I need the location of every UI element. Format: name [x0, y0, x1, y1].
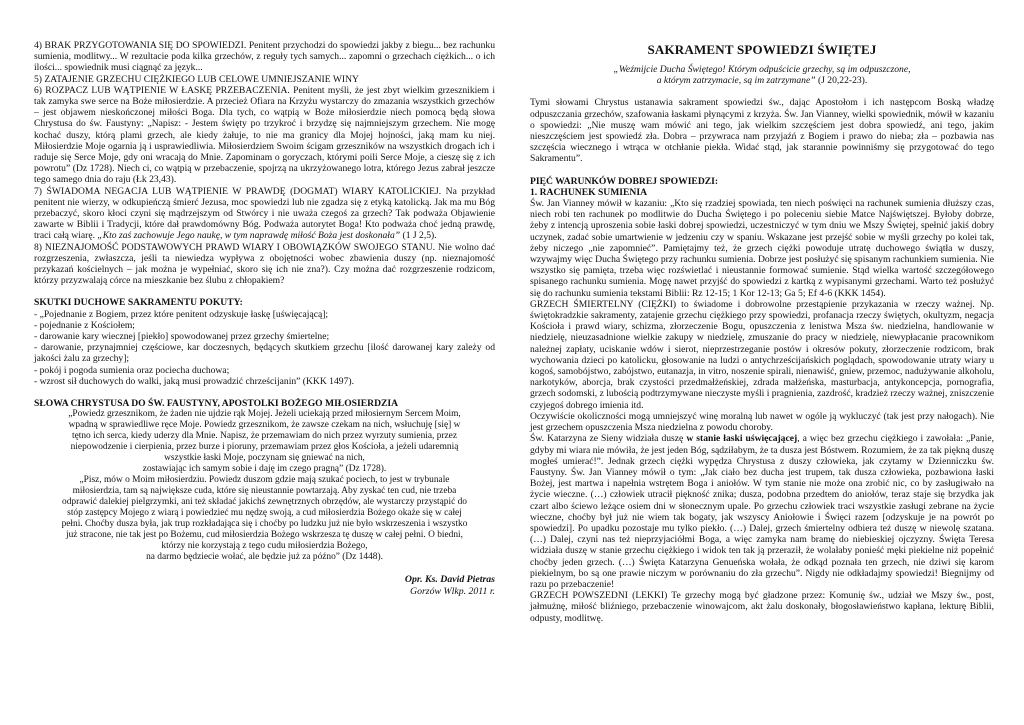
conditions-heading: PIĘĆ WARUNKÓW DOBREJ SPOWIEDZI:	[530, 175, 719, 187]
examination-heading: 1. RACHUNEK SUMIENIA	[530, 186, 647, 198]
paragraph-ignorance: 8) NIEZNAJOMOŚĆ PODSTAWOWYCH PRAWD WIARY I OBOWIĄZKÓW SWOJEGO STANU. Nie wolno dać rozgrzeszenia, zwłaszcza, jeśli ta niewiedza wypływa z obojętności wobec zbawienia duszy (np. nieznajomość przykazań kościelnych – jak można je wypełniać, skoro się ich nie zna?). Czy można dać rozgrzeszenie rodzicom, którzy przyzwalają córce na mieszkanie bez ślubu z chłopakiem?	[34, 241, 495, 287]
quote-line: wszystkie łaski Moje, poczynam się gniewać na nich,	[164, 453, 365, 464]
quote-line: którzy nie korzystają z tego cudu miłosierdzia Bożego,	[161, 541, 368, 552]
document-title: SAKRAMENT SPOWIEDZI ŚWIĘTEJ	[647, 42, 877, 57]
words-heading: SŁOWA CHRYSTUSA DO ŚW. FAUSTYNY, APOSTOLKI BOŻEGO MIŁOSIERDZIA	[34, 398, 399, 410]
quote-line: „Powiedz grzesznikom, że żaden nie ujdzie rąk Mojej. Jeżeli uciekają przed miłosiernym Sercem Moim,	[68, 409, 461, 420]
paragraph-negation	[34, 186, 495, 242]
faustyna-quote-2	[34, 475, 495, 563]
motto-ref: (J 20,22-23).	[815, 75, 868, 87]
circumstances-paragraph: Oczywiście okoliczności mogą umniejszyć winę moralną lub nawet w ogóle ją wykluczyć (tak jest przy nałogach). Nie jest grzechem opuszczenia Msza niedzielna z powodu choroby.	[530, 410, 994, 434]
left-column	[34, 40, 495, 597]
catherine-text-c: , a więc bez grzechu ciężkiego i zawołała: „Panie, gdyby mi wiara nie mówiła, że jest jeden Bóg, sądziłabym, że ta dusza jest Bóstwem. Rozumiem, że za tak piękną duszę mogłeś umierać!”. Jednak grzech ciężki wypędza Chrystusa z duszy człowieka, jak czytamy w Dzienniczku św. Faustyny. Św. Jan Vianney mówił o tym: „Jak ciało bez ducha jest trupem, tak dusza człowieka, pozbawiona łaski Bożej, jest martwa i napełnia wstrętem Boga i aniołów. W tym stanie nie może ona zrobić nic, co by zasługiwało na życie wieczne. (…) człowiek utracił piękność znika; dusza, podobna przedtem do aniołów, teraz staje się brzydka jak czart albo ściewo leżące osiem dni w słonecznym upale. Po grzechu człowiek traci wszystkie zasługi zebrane na życie wieczne, choćby był już nie wiem tak bogaty, jak wszyscy Aniołowie i Święci razem [odzyskuje je na powrót po spowiedzi]. Po upadku pozostaje mu tylko piekło. (…) Dalej, grzech śmiertelny odbiera też duszę w niewolę szatana. (…) Dalej, czyni nas też nieprzyjaciółmi Boga, a więc zamyka nam bramę do niebieskiej ojczyzny. Święta Teresa widziała duszę w stanie grzechu ciężkiego i widok ten tak ją przeraził, że wolałaby ponieść męki piekielne niż popełnić choćby jeden grzech. (…) Święta Katarzyna Genueńska wołała, że odkąd poznała ten grzech, nie dziwi się karom piekielnym, bo są one prawie niczym w porównaniu do zła grzechu”. Nigdy nie odkładajmy spowiedzi! Biegnijmy od razu po przebaczenie!	[530, 433, 994, 590]
quote-line: „Pisz, mów o Moim miłosierdziu. Powiedz duszom gdzie mają szukać pociech, to jest w trybunale	[79, 475, 450, 486]
effect-item: - pokój i pogoda sumienia oraz pociecha duchowa;	[34, 364, 230, 376]
faustyna-quote-1	[34, 409, 495, 475]
motto-quote: a którym zatrzymacie, są im zatrzymane”	[656, 75, 816, 87]
right-column	[530, 42, 994, 624]
effect-item: - darowanie, przynajmniej częściowe, kar doczesnych, będących skutkiem grzechu [ilość darowanej kary zależy od jakości żalu za grzechy];	[34, 342, 495, 365]
negation-text: 7) ŚWIADOMA NEGACJA LUB WĄTPIENIE W PRAWDĘ (DOGMAT) WIARY KATOLICKIEJ. Na przykład penitent nie wierzy, w odkupieńczą śmierć Jezusa, moc spowiedzi lub nie zgadza się z etyką katolicką. Jak ma mu Bóg przebaczyć, skoro kłoci czyni się mądrzejszym od Stwórcy i nie uważa czegoś za grzech? Tak podważa Objawienie zawarte w Biblii i Tradycji, które dał prawdomówny Bóg. Podważa autorytet Boga! Kto podważa choć jedną prawdę, traci całą wiarę.	[34, 185, 495, 242]
mortal-sin-paragraph: GRZECH ŚMIERTELNY (CIĘŻKI) to świadome i dobrowolne przestąpienie przykazania w rzeczy ważnej. Np. świętokradzkie sakramenty, zatajenie grzechu ciężkiego przy spowiedzi, profanacja rzeczy świętych, okultyzm, negacja Kościoła i prawd wiary, schizma, złorzeczenie Bogu, opuszczenia z lenistwa Msza św. niedzielna, handlowanie w niedzielę, nieuzasadnione wielkie zakupy w niedzielę, zmuszanie do pracy w niedzielę, niewypłacanie pracownikom należnej zapłaty, uciskanie wdów i sierot, nieprzestrzeganie postów i okresów pokuty, złorzeczenie rodzicom, brak wychowania dzieci po katolicku, głosowanie na ludzi o antychrześcijańskich poglądach, spowodowanie utraty wiary u kogoś, samobójstwo, zabójstwo, eutanazja, in vitro, noszenie spirali, nienawiść, gniew, przemoc, nadużywanie alkoholu, narkotyków, aborcja, brak czystości przedmałżeńskiej, zdrada małżeńska, masturbacja, antykoncepcja, pornografia, grzech sodomski, z lubością podtrzymywane nieczyste myśli i pragnienia, zazdrość, kradzież rzeczy ważnej, zniszczenie czyjegoś dobrego imienia itd.	[530, 298, 994, 411]
quote-line: już stracone, nie tak jest po Bożemu, cud miłosierdzia Bożego wskrzesza tę duszę w całej pełni. O biedni,	[65, 530, 463, 541]
catherine-emphasis: w stanie łaski uświęcającej	[686, 433, 798, 445]
negation-ref: (1 J 2,5).	[400, 230, 437, 242]
examination-paragraph: Św. Jan Vianney mówił w kazaniu: „Kto się rzadziej spowiada, ten niech poświęci na rachunek sumienia dłuższy czas, niech robi ten rachunek po modlitwie do Ducha Świętego i po poleceniu siebie Matce Najświętszej. Byłoby dobrze, żeby z intencją uproszenia sobie łaski dobrej spowiedzi, uczestniczyć w tym dniu we Mszy Świętej, spełnić jakiś dobry uczynek, zadać sobie umartwienie w jedzeniu czy w spaniu. Wskazane jest przejść sobie w myśli grzechy po kolei tak, żeby niczego „nie zapomnieć”. Pamiętajmy też, że grzech ciężki powoduje utratę duchowego świątła w duszy, wzywajmy więc Ducha Świętego przy rachunku sumienia. Dobrze jest posłużyć się spisanym rachunkiem sumienia. Nie wszystko się pamięta, trzeba więc rozświetlać i nieustannie formować sumienie. Stąd wielka wartość szczegółowego spisanego rachunku sumienia. Mogę nawet przyjść do spowiedzi z kartką z wypisanymi grzechami. Warto też posłużyć się do rachunku sumienia tekstami Biblii: Rz 12-15; 1 Kor 12-13; Ga 5; Ef 4-6 (KKK 1454).	[530, 198, 994, 299]
quote-line: stóp zastępcy Mojego z wiarą i powiedzieć mu nędzę swoją, a cud miłosierdzia Bożego okaże się w całej	[67, 508, 462, 519]
catherine-paragraph	[530, 433, 994, 590]
effect-item: - „Pojednanie z Bogiem, przez które penitent odzyskuje łaskę [uświęcającą];	[34, 308, 329, 320]
quote-line: wpadną w sprawiedliwe ręce Moje. Powiedz grzesznikom, że zawsze czekam na nich, wsłuchuję [się] w	[68, 420, 461, 431]
quote-line: pełni. Choćby dusza była, jak trup rozkładająca się i choćby po ludzku już nie było wskrzeszenia i wszystko	[61, 519, 468, 530]
effects-heading: SKUTKI DUCHOWE SAKRAMENTU POKUTY:	[34, 297, 243, 309]
quote-line: odprawić dalekiej pielgrzymki, ani też składać jakichś zewnętrznych obrzędów, ale wystarczy przystąpić do	[62, 497, 467, 508]
effect-item: - wzrost sił duchowych do walki, jaką musi prowadzić chrześcijanin” (KKK 1497).	[34, 375, 354, 387]
motto-line-1: „Weźmijcie Ducha Świętego! Którym odpuścicie grzechy, są im odpuszczone,	[613, 64, 911, 75]
quote-line: na darmo będziecie wołać, ale będzie już za późno” (Dz 1448).	[146, 552, 383, 563]
quote-line: zostawiając ich samym sobie i daję im czego pragną” (Dz 1728).	[142, 464, 387, 475]
negation-quote: „Kto zaś zachowuje Jego naukę, w tym naprawdę miłość Boża jest doskonała”	[97, 230, 401, 242]
catherine-text-a: Św. Katarzyna ze Sieny widziała duszę	[530, 433, 687, 445]
intro-paragraph: Tymi słowami Chrystus ustanawia sakrament spowiedzi św., dając Apostołom i ich następcom Boską władzę odpuszczania grzechów, szafowania łaskami płynącymi z krzyża. Św. Jan Vianney, wielki spowiednik, mówił w kazaniu o spowiedzi: „Nie muszę wam mówić ani tego, jak wielkim szczęściem jest dobra spowiedź, ani tego, jakim nieszczęściem jest spowiedź zła. Dobra – przywraca nam przyjaźń z Bogiem i prawo do nieba; zła – pozbawia nas szczęścia wiecznego i wtrąca w otchłanie piekła. Widać stąd, jak starannie powinniśmy się przygotować do tego Sakramentu”.	[530, 97, 994, 165]
venial-sin-paragraph: GRZECH POWSZEDNI (LEKKI) Te grzechy mogą być gładzone przez: Komunię św., udział we Mszy św., post, jałmużnę, miłość bliźniego, przebaczenie winowajcom, akt żalu doskonały, błogosławieństwo kapłana, lekturę Biblii, odpusty, modlitwę.	[530, 590, 994, 624]
paragraph-no-preparation: 4) BRAK PRZYGOTOWANIA SIĘ DO SPOWIEDZI. Penitent przychodzi do spowiedzi jakby z biegu... bez rachunku sumienia, modlitwy... W rezultacie poda kilka grzechów, z reguły tych samych... zapomni o grzechach ciężkich... o ich ilości... spowiednik musi ciągnąć za język...	[34, 40, 495, 74]
quote-line: niepowodzenie i cierpienia, przez burze i pioruny, przemawiam przez głos Kościoła, a jeżeli udaremnią	[70, 442, 459, 453]
quote-line: tętno ich serca, kiedy uderzy dla Mnie. Napisz, że przemawiam do nich przez wyrzuty sumienia, przez	[72, 431, 457, 442]
effect-item: - pojednanie z Kościołem;	[34, 319, 135, 331]
author-place-date: Gorzów Wlkp. 2011 r.	[410, 585, 495, 597]
author-signature: Opr. Ks. David Pietras	[404, 574, 495, 586]
paragraph-despair: 6) ROZPACZ LUB WĄTPIENIE W ŁASKĘ PRZEBACZENIA. Penitent myśli, że jest zbyt wielkim grzesznikiem i tak zamyka swe serce na Boże miłosierdzie. A przecież Ofiara na Krzyżu wystarczy do zmazania wszystkich grzechów – jest objawem nieskończonej miłości Boga. Dla tych, co wątpią w Boże miłosierdzie niech pomocą będą słowa Chrystusa do św. Faustyny: „Napisz: - Jestem święty po trzykroć i brzydzę się najmniejszym grzechem. Nie mogę kochać duszy, którą plami grzech, ale kiedy żałuje, to nie ma granicy dla Mojej hojności, jaką mam ku niej. Miłosierdzie Moje ogarnia ją i usprawiedliwia. Miłosierdziem Swoim ścigam grzeszników na wszystkich drogach ich i raduje się Serce Moje, gdy oni wracają do Mnie. Zapominam o goryczach, którymi poili Serce Moje, a cieszę się z ich powrotu” (Dz 1728). Niech ci, co wątpią w przebaczenie, spojrzą na ukrzyżowanego lotra, którego Jezus zabrał jeszcze tego samego dnia do raju (Łk 23,43).	[34, 84, 495, 186]
paragraph-concealment: 5) ZATAJENIE GRZECHU CIĘŻKIEGO LUB CELOWE UMNIEJSZANIE WINY	[34, 73, 359, 85]
motto-line-2	[530, 75, 994, 86]
effect-item: - darowanie kary wiecznej [piekło] spowodowanej przez grzechy śmiertelne;	[34, 331, 330, 343]
quote-line: miłosierdzia, tam są największe cuda, które się nieustannie powtarzają. Aby zyskać ten cud, nie trzeba	[72, 486, 457, 497]
